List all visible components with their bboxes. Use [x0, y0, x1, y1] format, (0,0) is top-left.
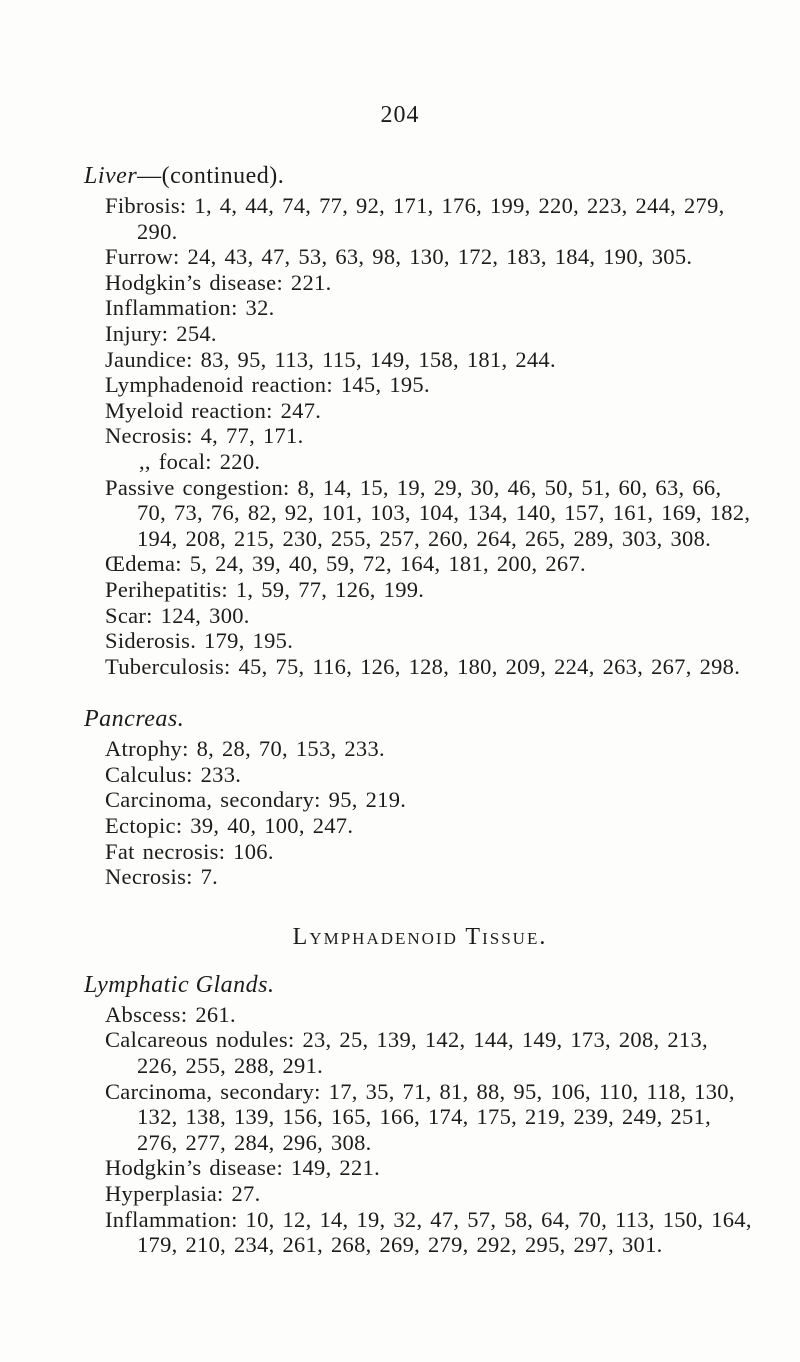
index-entry: Furrow: 24, 43, 47, 53, 63, 98, 130, 172, 183, 184, 190, 305.: [105, 244, 693, 270]
page-number: 204: [380, 102, 420, 128]
spacer: [85, 679, 755, 705]
index-entry: Abscess: 261.: [105, 1001, 236, 1027]
index-entry: Myeloid reaction: 247.: [105, 397, 322, 423]
index-content: [85, 162, 755, 1258]
index-entry-subentry: ,, focal: 220.: [139, 448, 261, 474]
index-entry: Carcinoma, secondary: 95, 219.: [105, 787, 407, 813]
index-entry: Siderosis. 179, 195.: [105, 628, 294, 654]
pancreas-entries: [85, 736, 755, 890]
index-entry: Ectopic: 39, 40, 100, 247.: [105, 813, 354, 839]
index-entry: Perihepatitis: 1, 59, 77, 126, 199.: [105, 576, 425, 602]
index-entry: Necrosis: 4, 77, 171.: [105, 423, 304, 449]
index-entry: Inflammation: 10, 12, 14, 19, 32, 47, 57, 58, 64, 70, 113, 150, 164, 179, 210, 234, 261, 268, 269, 279, 292, 295, 297, 301.: [105, 1206, 752, 1258]
section-title-lymphatic-glands: Lymphatic Glands.: [84, 971, 275, 998]
index-entry: Calculus: 233.: [105, 761, 242, 787]
index-entry: Fat necrosis: 106.: [105, 838, 274, 864]
index-entry: Hodgkin’s disease: 149, 221.: [105, 1155, 381, 1181]
index-entry: Hyperplasia: 27.: [105, 1181, 261, 1206]
index-entry: Necrosis: 7.: [105, 864, 219, 890]
index-entry: Carcinoma, secondary: 17, 35, 71, 81, 88, 95, 106, 110, 118, 130, 132, 138, 139, 156, 165, 166, 174, 175, 219, 239, 249, 251, 276, 277, 284, 296, 308.: [105, 1078, 735, 1155]
index-entry: Lymphadenoid reaction: 145, 195.: [105, 372, 430, 398]
section-title-liver: [84, 162, 755, 191]
lymphadenoid-tissue-heading: Lymphadenoid Tissue.: [292, 923, 548, 950]
index-entry: Jaundice: 83, 95, 113, 115, 149, 158, 181, 244.: [105, 346, 556, 372]
section-pancreas: [85, 705, 755, 890]
index-entry: Passive congestion: 8, 14, 15, 19, 29, 30, 46, 50, 51, 60, 63, 66, 70, 73, 76, 82, 92, 101, 103, 104, 134, 140, 157, 161, 169, 182, 194, 208, 215, 230, 255, 257, 260, 264, 265, 289, 303, 308.: [105, 474, 751, 551]
section-lymphatic-glands: [85, 971, 755, 1258]
index-entry: Scar: 124, 300.: [105, 602, 250, 628]
index-entry: Fibrosis: 1, 4, 44, 74, 77, 92, 171, 176, 199, 220, 223, 244, 279, 290.: [105, 193, 725, 244]
index-entry: Tuberculosis: 45, 75, 116, 126, 128, 180, 209, 224, 263, 267, 298.: [105, 653, 741, 679]
liver-title-suffix: —(continued).: [137, 163, 285, 189]
index-entry: Inflammation: 32.: [105, 295, 275, 321]
index-entry: Calcareous nodules: 23, 25, 139, 142, 144, 149, 173, 208, 213, 226, 255, 288, 291.: [105, 1027, 708, 1079]
section-liver: [85, 162, 755, 679]
liver-entries: [85, 193, 755, 679]
index-entry: Atrophy: 8, 28, 70, 153, 233.: [105, 736, 385, 762]
index-entry: Œdema: 5, 24, 39, 40, 59, 72, 164, 181, 200, 267.: [105, 551, 586, 577]
liver-title: Liver: [84, 163, 138, 189]
lymphatic-glands-entries: [85, 1002, 755, 1258]
index-entry: Injury: 254.: [105, 320, 217, 346]
index-entry: Hodgkin’s disease: 221.: [105, 269, 332, 295]
section-title-pancreas: Pancreas.: [84, 706, 185, 733]
